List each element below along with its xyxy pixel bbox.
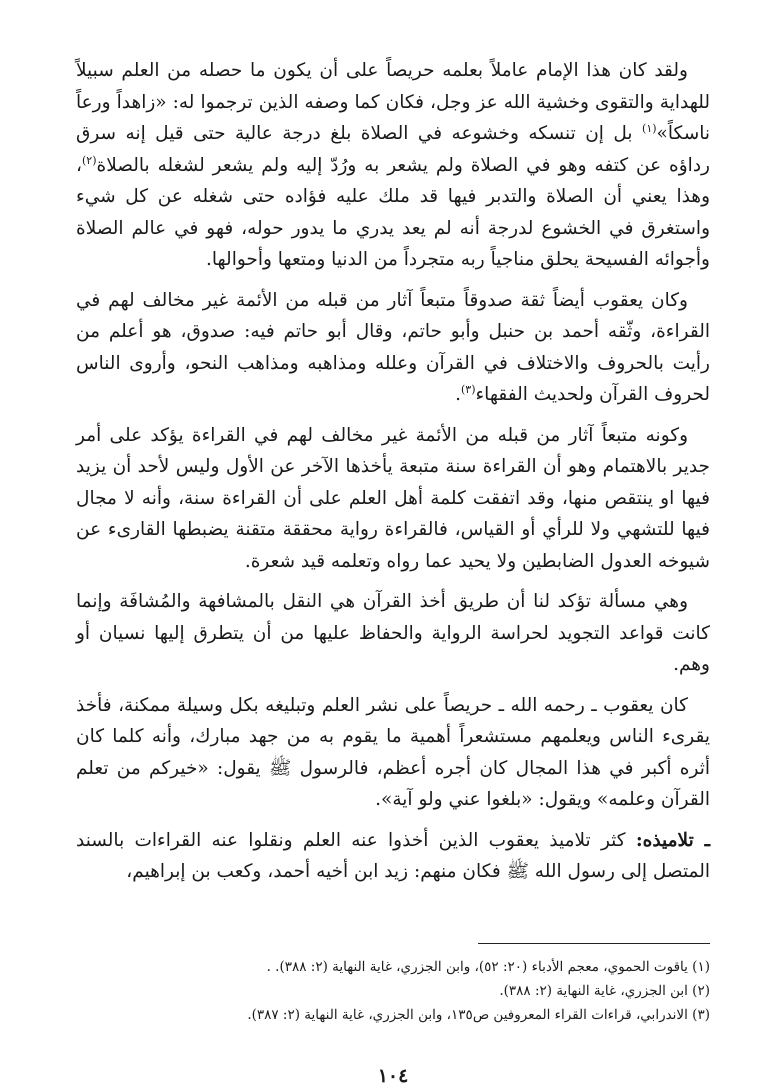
paragraph-6-text: كثر تلاميذ يعقوب الذين أخذوا عنه العلم ونقلوا عنه القراءات بالسند المتصل إلى رسول الله ﷺ فكان منهم: زيد ابن أخيه أحمد، وكعب بن إبراهيم،	[76, 829, 710, 882]
paragraph-1-text: ولقد كان هذا الإمام عاملاً بعلمه حريصاً على أن يكون ما حصله من العلم سبيلاً للهداية والتقوى وخشية الله عز وجل، فكان كما وصفه الذين ترجموا له: «زاهداً ورعاً ناسكاً»	[76, 60, 710, 144]
paragraph-4: وهي مسألة تؤكد لنا أن طريق أخذ القرآن هي النقل بالمشافهة والمُشافَة وإنما كانت قواعد التجويد لحراسة الرواية والحفاظ عليها من أن يتطرق إليها نسيان أو وهم.	[76, 591, 710, 675]
paragraph-1-middle: بل إن تنسكه وخشوعه في الصلاة بلغ درجة عالية حتى قيل إنه سرق رداؤه عن كتفه وهو في الصلاة ولم يشعر به ورُدّ إليه ولم يشعر لشغله بالصلاة	[76, 123, 710, 176]
paragraph-1-end: ، وهذا يعني أن الصلاة والتدبر فيها قد ملك عليه فؤاده حتى شغله عن كل شيء واستغرق في الخشوع لدرجة أنه لم يعد يدري ما يدور حوله، فهو في عالم الصلاة وأجوائه الفسيحة يحلق مناجياً ربه متجرداً من الدنيا ومتعها وأحوالها.	[76, 154, 710, 270]
paragraph-2	[76, 285, 710, 411]
page-body	[76, 55, 710, 1092]
paragraph-5: كان يعقوب ـ رحمه الله ـ حريصاً على نشر العلم وتبليغه بكل وسيلة ممكنة، فأخذ يقرىء الناس ويعلمهم مستشعراً أهمية ما يقوم به من جهد مبارك، وأنه كلما كان أثره أكبر في هذا المجال كان أجره أعظم، فالرسول ﷺ يقول: «خيركم من تعلم القرآن وعلمه» ويقول: «بلغوا عني ولو آية».	[76, 694, 710, 810]
footnote-3: (٣) الاندرابي، قراءات القراء المعروفين ص١٣٥، وابن الجزري، غاية النهاية (٢: ٣٨٧).	[247, 1007, 710, 1023]
section-heading-students: ـ تلاميذه:	[635, 829, 710, 851]
page-number: ١٠٤	[377, 1065, 409, 1087]
paragraph-2-text: وكان يعقوب أيضاً ثقة صدوقاً متبعاً آثار من قبله من الأئمة غير مخالف لهم في القراءة، وثّقه أحمد بن حنبل وأبو حاتم، وقال أبو حاتم فيه: صدوق، هو أعلم من رأيت بالحروف والاختلاف في القرآن وعلله ومذاهبه ومذاهب النحو، وأروى الناس لحروف القرآن ولحديث الفقهاء	[76, 289, 710, 405]
paragraph-1	[76, 55, 710, 276]
footnote-divider	[478, 943, 710, 944]
footnotes	[76, 955, 710, 1027]
footnote-2: (٢) ابن الجزري، غاية النهاية (٢: ٣٨٨).	[499, 983, 710, 999]
paragraph-2-end: .	[455, 384, 461, 405]
footnote-1: (١) ياقوت الحموي، معجم الأدباء (٢٠: ٥٢)، وابن الجزري، غاية النهاية (٢: ٣٨٨). .	[266, 959, 710, 975]
footnote-ref-1[interactable]: (١)	[642, 121, 657, 135]
footnote-ref-2[interactable]: (٢)	[81, 153, 97, 167]
paragraph-6	[76, 825, 710, 888]
paragraph-3: وكونه متبعاً آثار من قبله من الأئمة غير مخالف لهم في القراءة يؤكد على أمر جدير بالاهتمام وهو أن القراءة سنة متبعة يأخذها الآخر عن الأول وليس لأحد أن يزيد فيها او ينتقص منها، وقد اتفقت كلمة أهل العلم على أن القراءة سنة، وأنه لا مجال فيها للتشهي ولا للرأي أو القياس، فالقراءة رواية محققة متقنة يضبطها القارىء عن شيوخه العدول الضابطين ولا يحيد عما رواه وتعلمه قيد شعرة.	[76, 424, 710, 572]
footnote-ref-3[interactable]: (٣)	[460, 382, 476, 396]
